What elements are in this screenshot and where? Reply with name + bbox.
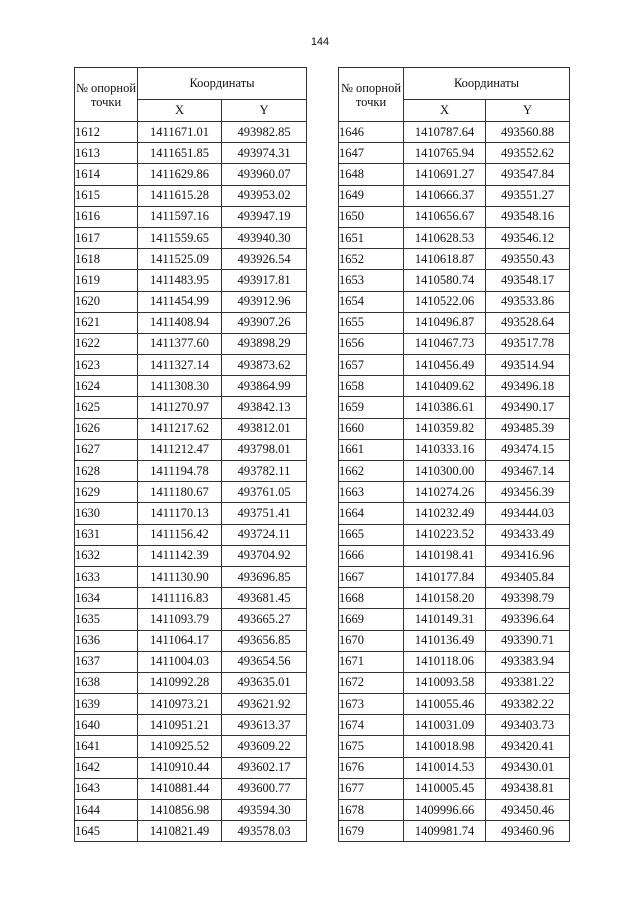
y-coordinate-cell: 493609.22 xyxy=(222,736,307,757)
table-row xyxy=(339,185,570,206)
x-coordinate-cell: 1409996.66 xyxy=(404,800,486,821)
point-number-cell: 1626 xyxy=(75,418,138,439)
table-row xyxy=(339,143,570,164)
x-coordinate-cell: 1411156.42 xyxy=(138,524,222,545)
x-coordinate-cell: 1410821.49 xyxy=(138,821,222,842)
point-number-cell: 1614 xyxy=(75,164,138,185)
x-coordinate-cell: 1411327.14 xyxy=(138,355,222,376)
point-number-cell: 1632 xyxy=(75,545,138,566)
point-number-cell: 1650 xyxy=(339,206,404,227)
x-coordinate-cell: 1410666.37 xyxy=(404,185,486,206)
table-row xyxy=(339,609,570,630)
point-number-cell: 1635 xyxy=(75,609,138,630)
table-row xyxy=(75,227,307,248)
table-row xyxy=(339,418,570,439)
table-row xyxy=(75,715,307,736)
point-number-header: № опорной точки xyxy=(75,68,138,122)
y-coordinate-cell: 493917.81 xyxy=(222,270,307,291)
y-coordinate-cell: 493430.01 xyxy=(486,757,570,778)
x-coordinate-cell: 1410018.98 xyxy=(404,736,486,757)
x-coordinate-cell: 1410467.73 xyxy=(404,333,486,354)
table-row xyxy=(75,524,307,545)
point-number-cell: 1629 xyxy=(75,482,138,503)
table-row xyxy=(75,249,307,270)
y-coordinate-cell: 493912.96 xyxy=(222,291,307,312)
y-coordinate-cell: 493514.94 xyxy=(486,355,570,376)
table-row xyxy=(75,270,307,291)
x-coordinate-cell: 1411483.95 xyxy=(138,270,222,291)
point-number-cell: 1633 xyxy=(75,566,138,587)
y-coordinate-cell: 493528.64 xyxy=(486,312,570,333)
table-row xyxy=(339,439,570,460)
point-number-cell: 1612 xyxy=(75,122,138,143)
point-number-cell: 1654 xyxy=(339,291,404,312)
point-number-cell: 1661 xyxy=(339,439,404,460)
table-row xyxy=(339,800,570,821)
y-column-header: Y xyxy=(486,100,570,122)
table-row xyxy=(75,122,307,143)
point-number-cell: 1634 xyxy=(75,588,138,609)
table-row xyxy=(339,376,570,397)
point-number-cell: 1676 xyxy=(339,757,404,778)
point-number-cell: 1637 xyxy=(75,651,138,672)
y-coordinate-cell: 493490.17 xyxy=(486,397,570,418)
point-number-cell: 1658 xyxy=(339,376,404,397)
table-row xyxy=(339,651,570,672)
y-coordinate-cell: 493533.86 xyxy=(486,291,570,312)
y-coordinate-cell: 493517.78 xyxy=(486,333,570,354)
table-row xyxy=(339,461,570,482)
table-row xyxy=(75,206,307,227)
x-coordinate-cell: 1411525.09 xyxy=(138,249,222,270)
table-row xyxy=(339,164,570,185)
table-row xyxy=(339,397,570,418)
y-coordinate-cell: 493560.88 xyxy=(486,122,570,143)
table-row xyxy=(75,439,307,460)
x-coordinate-cell: 1411454.99 xyxy=(138,291,222,312)
point-number-cell: 1622 xyxy=(75,333,138,354)
table-row xyxy=(75,821,307,842)
table-row xyxy=(75,778,307,799)
point-number-cell: 1679 xyxy=(339,821,404,842)
x-coordinate-cell: 1411629.86 xyxy=(138,164,222,185)
x-coordinate-cell: 1410333.16 xyxy=(404,439,486,460)
x-coordinate-cell: 1410910.44 xyxy=(138,757,222,778)
point-number-cell: 1667 xyxy=(339,566,404,587)
point-number-cell: 1655 xyxy=(339,312,404,333)
y-coordinate-cell: 493704.92 xyxy=(222,545,307,566)
x-coordinate-cell: 1410031.09 xyxy=(404,715,486,736)
y-coordinate-cell: 493405.84 xyxy=(486,566,570,587)
x-coordinate-cell: 1410973.21 xyxy=(138,694,222,715)
x-coordinate-cell: 1411142.39 xyxy=(138,545,222,566)
x-coordinate-cell: 1410925.52 xyxy=(138,736,222,757)
table-row xyxy=(339,545,570,566)
table-row xyxy=(75,482,307,503)
y-coordinate-cell: 493842.13 xyxy=(222,397,307,418)
point-number-cell: 1659 xyxy=(339,397,404,418)
x-coordinate-cell: 1410300.00 xyxy=(404,461,486,482)
y-coordinate-cell: 493782.11 xyxy=(222,461,307,482)
table-row xyxy=(339,227,570,248)
point-number-cell: 1630 xyxy=(75,503,138,524)
y-coordinate-cell: 493403.73 xyxy=(486,715,570,736)
y-coordinate-cell: 493398.79 xyxy=(486,588,570,609)
table-row xyxy=(339,249,570,270)
x-coordinate-cell: 1410765.94 xyxy=(404,143,486,164)
point-number-cell: 1672 xyxy=(339,672,404,693)
x-coordinate-cell: 1409981.74 xyxy=(404,821,486,842)
x-coordinate-cell: 1410386.61 xyxy=(404,397,486,418)
point-number-cell: 1652 xyxy=(339,249,404,270)
table-row xyxy=(75,503,307,524)
y-coordinate-cell: 493974.31 xyxy=(222,143,307,164)
x-coordinate-cell: 1411217.62 xyxy=(138,418,222,439)
x-coordinate-cell: 1410691.27 xyxy=(404,164,486,185)
x-coordinate-cell: 1411170.13 xyxy=(138,503,222,524)
x-coordinate-cell: 1410005.45 xyxy=(404,778,486,799)
table-row xyxy=(339,333,570,354)
y-coordinate-cell: 493812.01 xyxy=(222,418,307,439)
x-coordinate-cell: 1410409.62 xyxy=(404,376,486,397)
y-coordinate-cell: 493594.30 xyxy=(222,800,307,821)
y-coordinate-cell: 493751.41 xyxy=(222,503,307,524)
page-number: 144 xyxy=(310,36,330,48)
x-coordinate-cell: 1410656.67 xyxy=(404,206,486,227)
x-coordinate-cell: 1410618.87 xyxy=(404,249,486,270)
y-coordinate-cell: 493496.18 xyxy=(486,376,570,397)
y-coordinate-cell: 493656.85 xyxy=(222,630,307,651)
table-row xyxy=(339,672,570,693)
x-coordinate-cell: 1411651.85 xyxy=(138,143,222,164)
point-number-cell: 1638 xyxy=(75,672,138,693)
y-coordinate-cell: 493485.39 xyxy=(486,418,570,439)
point-number-cell: 1636 xyxy=(75,630,138,651)
coordinates-table-right xyxy=(338,67,570,842)
table-row xyxy=(339,694,570,715)
x-coordinate-cell: 1411615.28 xyxy=(138,185,222,206)
x-coordinate-cell: 1410787.64 xyxy=(404,122,486,143)
table-row xyxy=(75,672,307,693)
x-coordinate-cell: 1411194.78 xyxy=(138,461,222,482)
y-coordinate-cell: 493382.22 xyxy=(486,694,570,715)
x-coordinate-cell: 1410856.98 xyxy=(138,800,222,821)
y-coordinate-cell: 493926.54 xyxy=(222,249,307,270)
y-coordinate-cell: 493578.03 xyxy=(222,821,307,842)
x-coordinate-cell: 1411308.30 xyxy=(138,376,222,397)
point-number-cell: 1639 xyxy=(75,694,138,715)
point-number-cell: 1615 xyxy=(75,185,138,206)
x-coordinate-cell: 1410522.06 xyxy=(404,291,486,312)
table-row xyxy=(75,800,307,821)
y-coordinate-cell: 493665.27 xyxy=(222,609,307,630)
point-number-cell: 1624 xyxy=(75,376,138,397)
point-number-cell: 1618 xyxy=(75,249,138,270)
x-coordinate-cell: 1410223.52 xyxy=(404,524,486,545)
point-number-cell: 1619 xyxy=(75,270,138,291)
y-coordinate-cell: 493600.77 xyxy=(222,778,307,799)
table-row xyxy=(75,461,307,482)
x-coordinate-cell: 1410014.53 xyxy=(404,757,486,778)
y-coordinate-cell: 493381.22 xyxy=(486,672,570,693)
table-row xyxy=(75,736,307,757)
y-coordinate-cell: 493953.02 xyxy=(222,185,307,206)
y-coordinate-cell: 493724.11 xyxy=(222,524,307,545)
point-number-cell: 1669 xyxy=(339,609,404,630)
y-coordinate-cell: 493635.01 xyxy=(222,672,307,693)
point-number-cell: 1613 xyxy=(75,143,138,164)
x-coordinate-cell: 1410118.06 xyxy=(404,651,486,672)
point-number-cell: 1675 xyxy=(339,736,404,757)
y-coordinate-cell: 493960.07 xyxy=(222,164,307,185)
y-coordinate-cell: 493383.94 xyxy=(486,651,570,672)
point-number-cell: 1625 xyxy=(75,397,138,418)
y-coordinate-cell: 493396.64 xyxy=(486,609,570,630)
coordinates-header: Координаты xyxy=(404,68,570,100)
x-coordinate-cell: 1411180.67 xyxy=(138,482,222,503)
y-coordinate-cell: 493947.19 xyxy=(222,206,307,227)
x-coordinate-cell: 1410992.28 xyxy=(138,672,222,693)
x-coordinate-cell: 1410177.84 xyxy=(404,566,486,587)
y-coordinate-cell: 493982.85 xyxy=(222,122,307,143)
table-row xyxy=(75,164,307,185)
point-number-cell: 1645 xyxy=(75,821,138,842)
table-row xyxy=(75,609,307,630)
point-number-header: № опорной точки xyxy=(339,68,404,122)
x-coordinate-cell: 1410158.20 xyxy=(404,588,486,609)
table-row xyxy=(339,355,570,376)
table-row xyxy=(75,757,307,778)
y-coordinate-cell: 493898.29 xyxy=(222,333,307,354)
y-coordinate-cell: 493548.16 xyxy=(486,206,570,227)
table-row xyxy=(75,185,307,206)
x-coordinate-cell: 1410093.58 xyxy=(404,672,486,693)
table-row xyxy=(75,333,307,354)
table-row xyxy=(75,291,307,312)
point-number-cell: 1628 xyxy=(75,461,138,482)
point-number-cell: 1641 xyxy=(75,736,138,757)
x-coordinate-cell: 1411597.16 xyxy=(138,206,222,227)
table-row xyxy=(75,355,307,376)
y-coordinate-cell: 493467.14 xyxy=(486,461,570,482)
point-number-cell: 1617 xyxy=(75,227,138,248)
y-coordinate-cell: 493438.81 xyxy=(486,778,570,799)
point-number-cell: 1657 xyxy=(339,355,404,376)
y-coordinate-cell: 493873.62 xyxy=(222,355,307,376)
x-coordinate-cell: 1410881.44 xyxy=(138,778,222,799)
table-row xyxy=(75,545,307,566)
y-coordinate-cell: 493444.03 xyxy=(486,503,570,524)
y-coordinate-cell: 493450.46 xyxy=(486,800,570,821)
y-coordinate-cell: 493602.17 xyxy=(222,757,307,778)
table-row xyxy=(75,143,307,164)
y-coordinate-cell: 493547.84 xyxy=(486,164,570,185)
point-number-cell: 1651 xyxy=(339,227,404,248)
point-number-cell: 1648 xyxy=(339,164,404,185)
point-number-cell: 1642 xyxy=(75,757,138,778)
x-coordinate-cell: 1410274.26 xyxy=(404,482,486,503)
table-row xyxy=(339,270,570,291)
point-number-cell: 1660 xyxy=(339,418,404,439)
table-row xyxy=(339,122,570,143)
y-coordinate-cell: 493546.12 xyxy=(486,227,570,248)
x-coordinate-cell: 1411130.90 xyxy=(138,566,222,587)
point-number-cell: 1649 xyxy=(339,185,404,206)
point-number-cell: 1662 xyxy=(339,461,404,482)
y-coordinate-cell: 493474.15 xyxy=(486,439,570,460)
table-row xyxy=(75,588,307,609)
point-number-cell: 1656 xyxy=(339,333,404,354)
table-row xyxy=(339,630,570,651)
table-row xyxy=(75,397,307,418)
x-coordinate-cell: 1411377.60 xyxy=(138,333,222,354)
table-row xyxy=(339,291,570,312)
point-number-cell: 1646 xyxy=(339,122,404,143)
table-row xyxy=(339,821,570,842)
table-row xyxy=(339,503,570,524)
point-number-cell: 1621 xyxy=(75,312,138,333)
y-coordinate-cell: 493613.37 xyxy=(222,715,307,736)
point-number-cell: 1616 xyxy=(75,206,138,227)
point-number-cell: 1665 xyxy=(339,524,404,545)
y-column-header: Y xyxy=(222,100,307,122)
table-row xyxy=(75,312,307,333)
y-coordinate-cell: 493550.43 xyxy=(486,249,570,270)
x-coordinate-cell: 1410149.31 xyxy=(404,609,486,630)
point-number-cell: 1647 xyxy=(339,143,404,164)
table-row xyxy=(75,566,307,587)
coordinates-header: Координаты xyxy=(138,68,307,100)
x-coordinate-cell: 1411559.65 xyxy=(138,227,222,248)
x-coordinate-cell: 1411116.83 xyxy=(138,588,222,609)
point-number-cell: 1671 xyxy=(339,651,404,672)
point-number-cell: 1620 xyxy=(75,291,138,312)
x-coordinate-cell: 1411093.79 xyxy=(138,609,222,630)
y-coordinate-cell: 493433.49 xyxy=(486,524,570,545)
x-coordinate-cell: 1410055.46 xyxy=(404,694,486,715)
table-row xyxy=(75,694,307,715)
point-number-cell: 1643 xyxy=(75,778,138,799)
x-coordinate-cell: 1410198.41 xyxy=(404,545,486,566)
point-number-cell: 1631 xyxy=(75,524,138,545)
point-number-cell: 1668 xyxy=(339,588,404,609)
point-number-cell: 1663 xyxy=(339,482,404,503)
x-coordinate-cell: 1411004.03 xyxy=(138,651,222,672)
point-number-cell: 1666 xyxy=(339,545,404,566)
point-number-cell: 1644 xyxy=(75,800,138,821)
point-number-cell: 1653 xyxy=(339,270,404,291)
y-coordinate-cell: 493551.27 xyxy=(486,185,570,206)
point-number-cell: 1623 xyxy=(75,355,138,376)
x-coordinate-cell: 1410628.53 xyxy=(404,227,486,248)
y-coordinate-cell: 493416.96 xyxy=(486,545,570,566)
x-coordinate-cell: 1410359.82 xyxy=(404,418,486,439)
x-column-header: X xyxy=(404,100,486,122)
table-row xyxy=(339,482,570,503)
table-row xyxy=(75,630,307,651)
y-coordinate-cell: 493864.99 xyxy=(222,376,307,397)
table-row xyxy=(75,376,307,397)
point-number-cell: 1670 xyxy=(339,630,404,651)
y-coordinate-cell: 493907.26 xyxy=(222,312,307,333)
y-coordinate-cell: 493761.05 xyxy=(222,482,307,503)
y-coordinate-cell: 493621.92 xyxy=(222,694,307,715)
x-coordinate-cell: 1410496.87 xyxy=(404,312,486,333)
table-row xyxy=(339,524,570,545)
x-coordinate-cell: 1410456.49 xyxy=(404,355,486,376)
table-row xyxy=(339,206,570,227)
y-coordinate-cell: 493456.39 xyxy=(486,482,570,503)
y-coordinate-cell: 493420.41 xyxy=(486,736,570,757)
table-row xyxy=(75,418,307,439)
y-coordinate-cell: 493681.45 xyxy=(222,588,307,609)
x-coordinate-cell: 1411671.01 xyxy=(138,122,222,143)
x-coordinate-cell: 1410232.49 xyxy=(404,503,486,524)
y-coordinate-cell: 493798.01 xyxy=(222,439,307,460)
x-coordinate-cell: 1410951.21 xyxy=(138,715,222,736)
table-row xyxy=(339,588,570,609)
x-column-header: X xyxy=(138,100,222,122)
point-number-cell: 1664 xyxy=(339,503,404,524)
y-coordinate-cell: 493940.30 xyxy=(222,227,307,248)
table-row xyxy=(339,778,570,799)
x-coordinate-cell: 1411270.97 xyxy=(138,397,222,418)
point-number-cell: 1674 xyxy=(339,715,404,736)
table-row xyxy=(339,715,570,736)
table-row xyxy=(75,651,307,672)
point-number-cell: 1673 xyxy=(339,694,404,715)
y-coordinate-cell: 493548.17 xyxy=(486,270,570,291)
point-number-cell: 1678 xyxy=(339,800,404,821)
x-coordinate-cell: 1410580.74 xyxy=(404,270,486,291)
y-coordinate-cell: 493696.85 xyxy=(222,566,307,587)
table-row xyxy=(339,312,570,333)
table-row xyxy=(339,757,570,778)
table-row xyxy=(339,736,570,757)
y-coordinate-cell: 493654.56 xyxy=(222,651,307,672)
table-row xyxy=(339,566,570,587)
y-coordinate-cell: 493390.71 xyxy=(486,630,570,651)
point-number-cell: 1677 xyxy=(339,778,404,799)
point-number-cell: 1627 xyxy=(75,439,138,460)
x-coordinate-cell: 1411212.47 xyxy=(138,439,222,460)
x-coordinate-cell: 1411064.17 xyxy=(138,630,222,651)
y-coordinate-cell: 493552.62 xyxy=(486,143,570,164)
x-coordinate-cell: 1411408.94 xyxy=(138,312,222,333)
coordinates-table-left xyxy=(74,67,307,842)
point-number-cell: 1640 xyxy=(75,715,138,736)
x-coordinate-cell: 1410136.49 xyxy=(404,630,486,651)
y-coordinate-cell: 493460.96 xyxy=(486,821,570,842)
